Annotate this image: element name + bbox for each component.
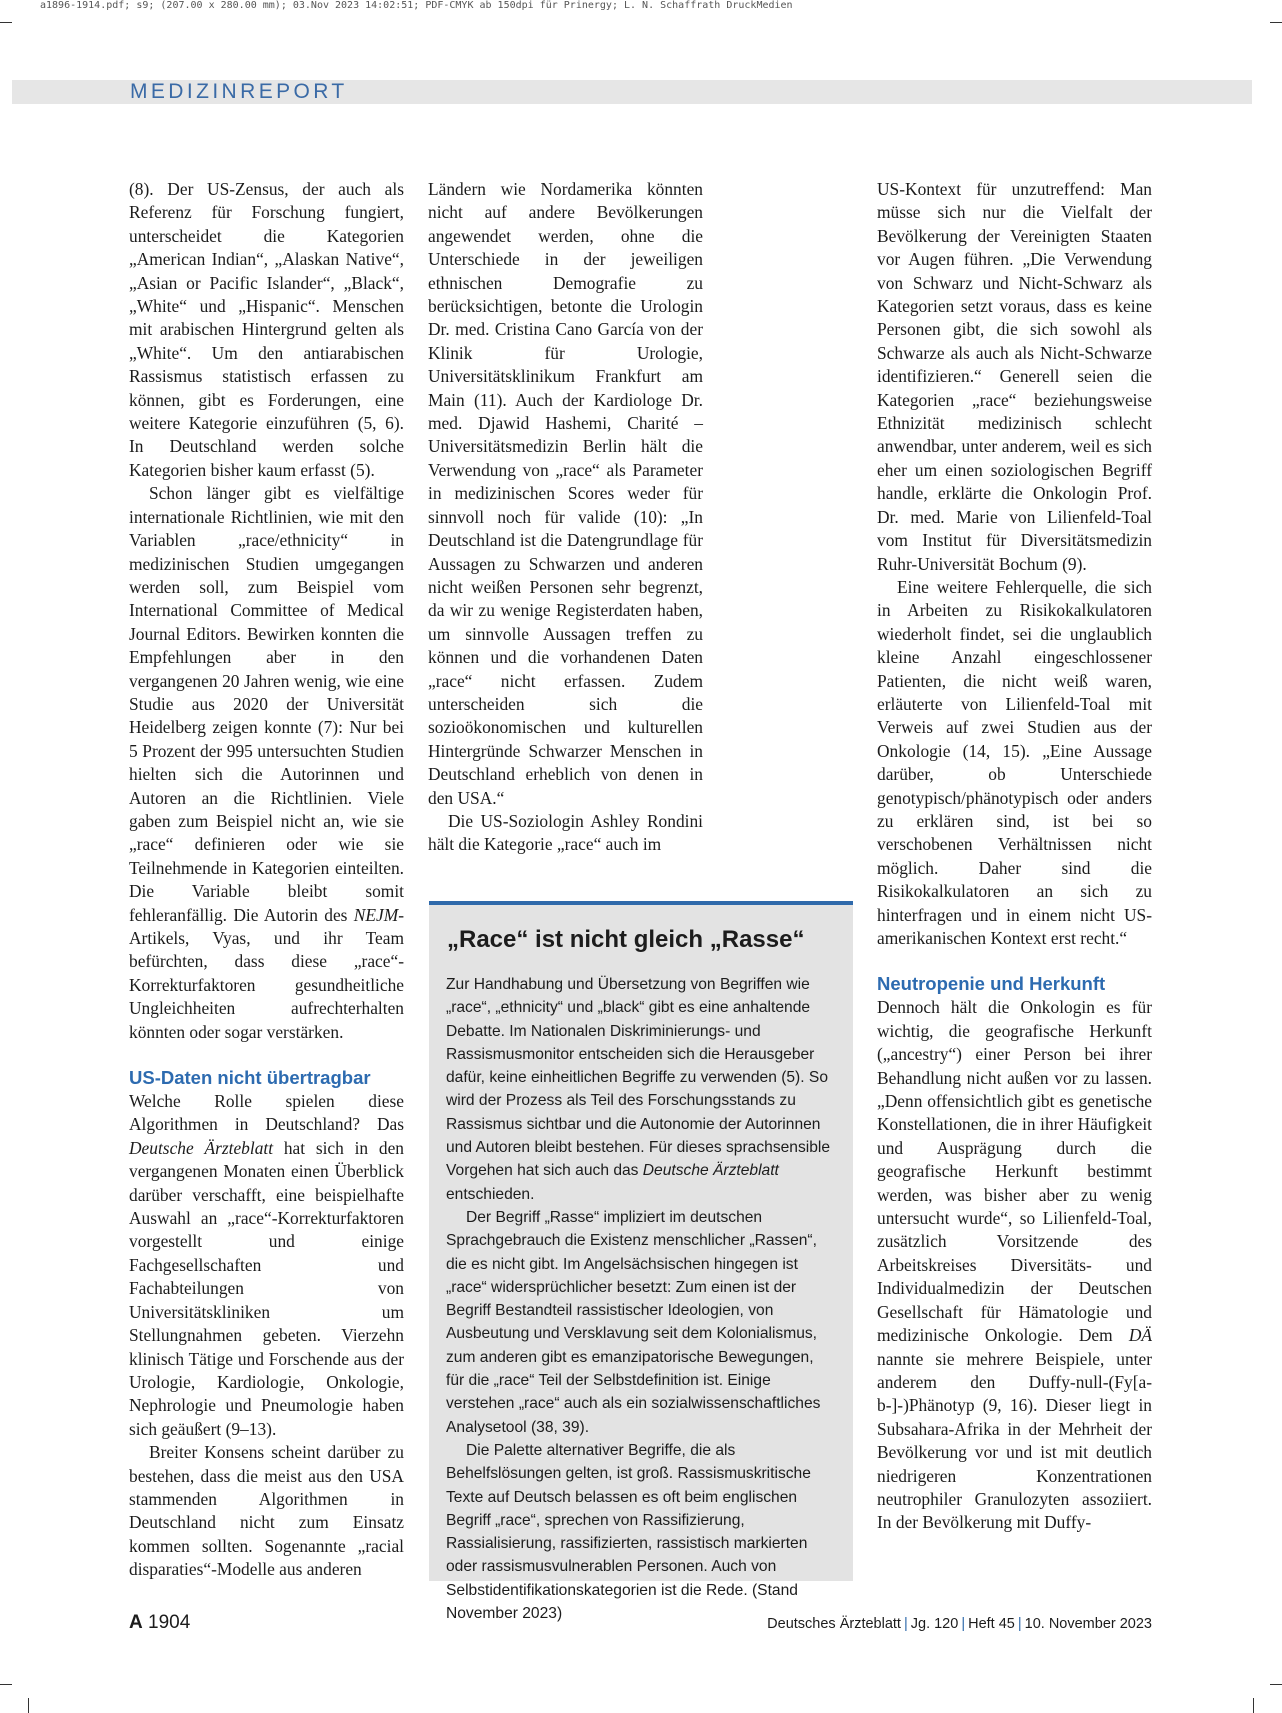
paragraph: Welche Rolle spielen diese Algorithmen in Deutschland? Das Deutsche Ärzteblatt hat sich in den vergangenen Monaten einen Überblick darüber verschafft, eine beispielhafte Auswahl an „race“-Korrekturfaktoren vorgestellt und einige Fachgesellschaften und Fachabteilungen von Universitätskliniken um Stellungnahmen gebeten. Vierzehn klinisch Tätige und Forschende aus der Urologie, Kardiologie, Onkologie, Nephrologie und Pneumologie haben sich geäußert (9–13).	[129, 1091, 404, 1439]
info-box	[429, 901, 853, 1623]
paragraph: Der Begriff „Rasse“ impliziert im deutschen Sprachgebrauch die Existenz menschlicher „Rassen“, die es nicht gibt. Im Angelsächsischen hingegen ist „race“ widersprüchlicher besetzt: Zum einen ist der Begriff Bestandteil rassistischer Ideologien, von Ausbeutung und Versklavung seit dem Kolonialismus, zum anderen gibt es emanzipatorische Bewegungen, für die „race“ Teil der Selbstdefinition ist. Einige verstehen „race“ auch als ein sozialwissenschaftliches Analysetool (38, 39).	[446, 1208, 821, 1436]
crop-mark-top-right	[1270, 22, 1282, 23]
subheading: US-Daten nicht übertragbar	[129, 1067, 371, 1089]
journal-date: 10. November 2023	[1024, 1616, 1152, 1632]
crop-mark-bottom-left	[0, 1684, 12, 1685]
article-column-1	[129, 178, 404, 1582]
journal-name: Deutsches Ärzteblatt	[767, 1616, 901, 1632]
journal-volume: Jg. 120	[910, 1616, 959, 1632]
journal-issue: Heft 45	[968, 1616, 1015, 1632]
paragraph: Breiter Konsens scheint darüber zu bestehen, dass die meist aus den USA stammenden Algorithmen in Deutschland nicht zum Einsatz kommen sollten. Sogenannte „racial disparaties“-Modelle aus anderen	[129, 1442, 404, 1580]
section-label: MEDIZINREPORT	[130, 80, 348, 103]
paragraph: Ländern wie Nordamerika könnten nicht auf andere Bevölkerungen angewendet werden, ohne die Unterschiede in der jeweiligen ethnischen Demografie zu berücksichtigen, betonte die Urologin Dr. med. Cristina Cano García von der Klinik für Urologie, Universitätsklinikum Frankfurt am Main (11). Auch der Kardiologe Dr. med. Djawid Hashemi, Charité – Universitätsmedizin Berlin hält die Verwendung von „race“ als Parameter in medizinischen Scores weder für sinnvoll noch für valide (10): „In Deutschland ist die Datengrundlage für Aussagen zu Schwarzen und anderen nicht weißen Personen sehr begrenzt, da wir zu wenige Registerdaten haben, um sinnvolle Aussagen treffen zu können und die vorhandenen Daten „race“ nicht erfassen. Zudem unterscheiden sich die sozioökonomischen und kulturellen Hintergründe Schwarzer Menschen in Deutschland erheblich von denen in den USA.“	[428, 179, 703, 808]
subheading: Neutropenie und Herkunft	[877, 973, 1106, 995]
paragraph: Eine weitere Fehlerquelle, die sich in Arbeiten zu Risikokalkulatoren wiederholt findet, sei die unglaublich kleine Anzahl eingeschlossener Patienten, die nicht weiß waren, erläuterte von Lilienfeld-Toal mit Verweis auf zwei Studien aus der Onkologie (14, 15). „Eine Aussage darüber, ob Unterschiede genotypisch/phänotypisch oder anders zu erklären sind, ist bei so verschobenen Verhältnissen nicht möglich. Daher sind die Risikokalkulatoren an sich zu hinterfragen und in einem nicht US-amerikanischen Kontext erst recht.“	[877, 576, 1152, 948]
paragraph: Zur Handhabung und Übersetzung von Begriffen wie „race“, „ethnicity“ und „black“ gibt es eine anhaltende Debatte. Im Nationalen Diskriminierungs- und Rassismusmonitor entscheiden sich die Herausgeber dafür, keine einheitlichen Begriffe zu verwenden (5). So wird der Prozess als Teil des Forschungsstands zu Rassismus sichtbar und die Autonomie der Autorinnen und Autoren bleibt bestehen. Für dieses sprachsensible Vorgehen hat sich auch das Deutsche Ärzteblatt entschieden.	[446, 976, 831, 1203]
paragraph: (8). Der US-Zensus, der auch als Referenz für Forschung fungiert, unterscheidet die Kategorien „American Indian“, „Alaskan Native“, „Asian or Pacific Islander“, „Black“, „White“ und „Hispanic“. Menschen mit arabischen Hintergrund gelten als „White“. Um den antiarabischen Rassismus statistisch erfassen zu können, gibt es Forderungen, eine weitere Kategorie einzuführen (5, 6). In Deutschland werden solche Kategorien bisher kaum erfasst (5).	[129, 179, 404, 480]
paragraph: Schon länger gibt es vielfältige internationale Richtlinien, wie mit den Variablen „race/ethnicity“ in medizinischen Studien umgegangen werden soll, zum Beispiel vom International Committee of Medical Journal Editors. Bewirken konnten die Empfehlungen aber in den vergangenen 20 Jahren wenig, wie eine Studie aus 2020 der Universität Heidelberg zeigen konnte (7): Nur bei 5 Prozent der 995 untersuchten Studien hielten sich die Autorinnen und Autoren an die Richtlinien. Viele gaben zum Beispiel nicht an, wie sie „race“ definieren oder wie sie Teilnehmende in Kategorien einteilten. Die Variable bleibt somit fehleranfällig. Die Autorin des NEJM-Artikels, Vyas, und ihr Team befürchten, dass diese „race“-Korrekturfaktoren gesundheitliche Ungleichheiten aufrechterhalten könnten oder sogar verstärken.	[129, 483, 404, 1042]
crop-mark-bottom-right-v	[1253, 1698, 1254, 1713]
journal-footer: Deutsches Ärzteblatt | Jg. 120 | Heft 45 | 10. November 2023	[767, 1616, 1152, 1632]
paragraph: Dennoch hält die Onkologin es für wichtig, die geografische Herkunft („ancestry“) einer Person bei ihrer Behandlung nicht außen vor zu lassen. „Denn offensichtlich gibt es genetische Konstellationen, die in ihrer Häufigkeit und Ausprägung durch die geografische Herkunft bestimmt werden, was bisher aber zu wenig untersucht wurde“, so Lilienfeld-Toal, zusätzlich Vorsitzende des Arbeitskreises Diversitäts- und Individualmedizin der Deutschen Gesellschaft für Hämatologie und medizinische Onkologie. Dem DÄ nannte sie mehrere Beispiele, unter anderem den Duffy-null-(Fy[a-b-]-)Phänotyp (9, 16). Dieser liegt in Subsahara-Afrika in der Mehrheit der Bevölkerung vor und ist mit deutlich niedrigeren Konzentrationen neutrophiler Granulozyten assoziiert. In der Bevölkerung mit Duffy-	[877, 997, 1152, 1533]
info-box-body	[446, 973, 836, 1625]
crop-mark-bottom-left-v	[28, 1698, 29, 1713]
print-slug: a1896-1914.pdf; s9; (207.00 x 280.00 mm); 03.Nov 2023 14:02:51; PDF-CMYK ab 150dpi für Prinergy; L. N. Schaffrath DruckMedien	[40, 0, 793, 11]
page-number: A 1904	[129, 1612, 191, 1633]
paragraph: Die Palette alternativer Begriffe, die als Behelfslösungen gelten, ist groß. Rassismuskritische Texte auf Deutsch belassen es oft beim englischen Begriff „race“, sprechen von Rassifizierung, Rassialisierung, rassifizierten, rassistisch markierten oder rassismusvulnerablen Personen. Auch von Selbstidentifikationskategorien ist die Rede. (Stand November 2023)	[446, 1441, 811, 1623]
paragraph: Die US-Soziologin Ashley Rondini hält die Kategorie „race“ auch im	[428, 810, 703, 855]
paragraph: US-Kontext für unzutreffend: Man müsse sich nur die Vielfalt der Bevölkerung der Vereinigten Staaten vor Augen führen. „Die Verwendung von Schwarz und Nicht-Schwarz als Kategorien setzt voraus, dass es keine Personen gibt, die sich sowohl als Schwarze als auch als Nicht-Schwarze identifizieren.“ Generell seien die Kategorien „race“ beziehungsweise Ethnizität medizinisch schlecht anwendbar, unter anderem, weil es sich eher um einen soziologischen Begriff handle, erklärte die Onkologin Prof. Dr. med. Marie von Lilienfeld-Toal vom Institut für Diversitätsmedizin Ruhr-Universität Bochum (9).	[877, 179, 1152, 574]
info-box-title: „Race“ ist nicht gleich „Rasse“	[447, 926, 805, 953]
crop-mark-bottom-right	[1270, 1684, 1282, 1685]
article-column-2	[428, 178, 703, 857]
crop-mark-top-left	[0, 22, 12, 23]
article-column-3	[877, 178, 1152, 1535]
